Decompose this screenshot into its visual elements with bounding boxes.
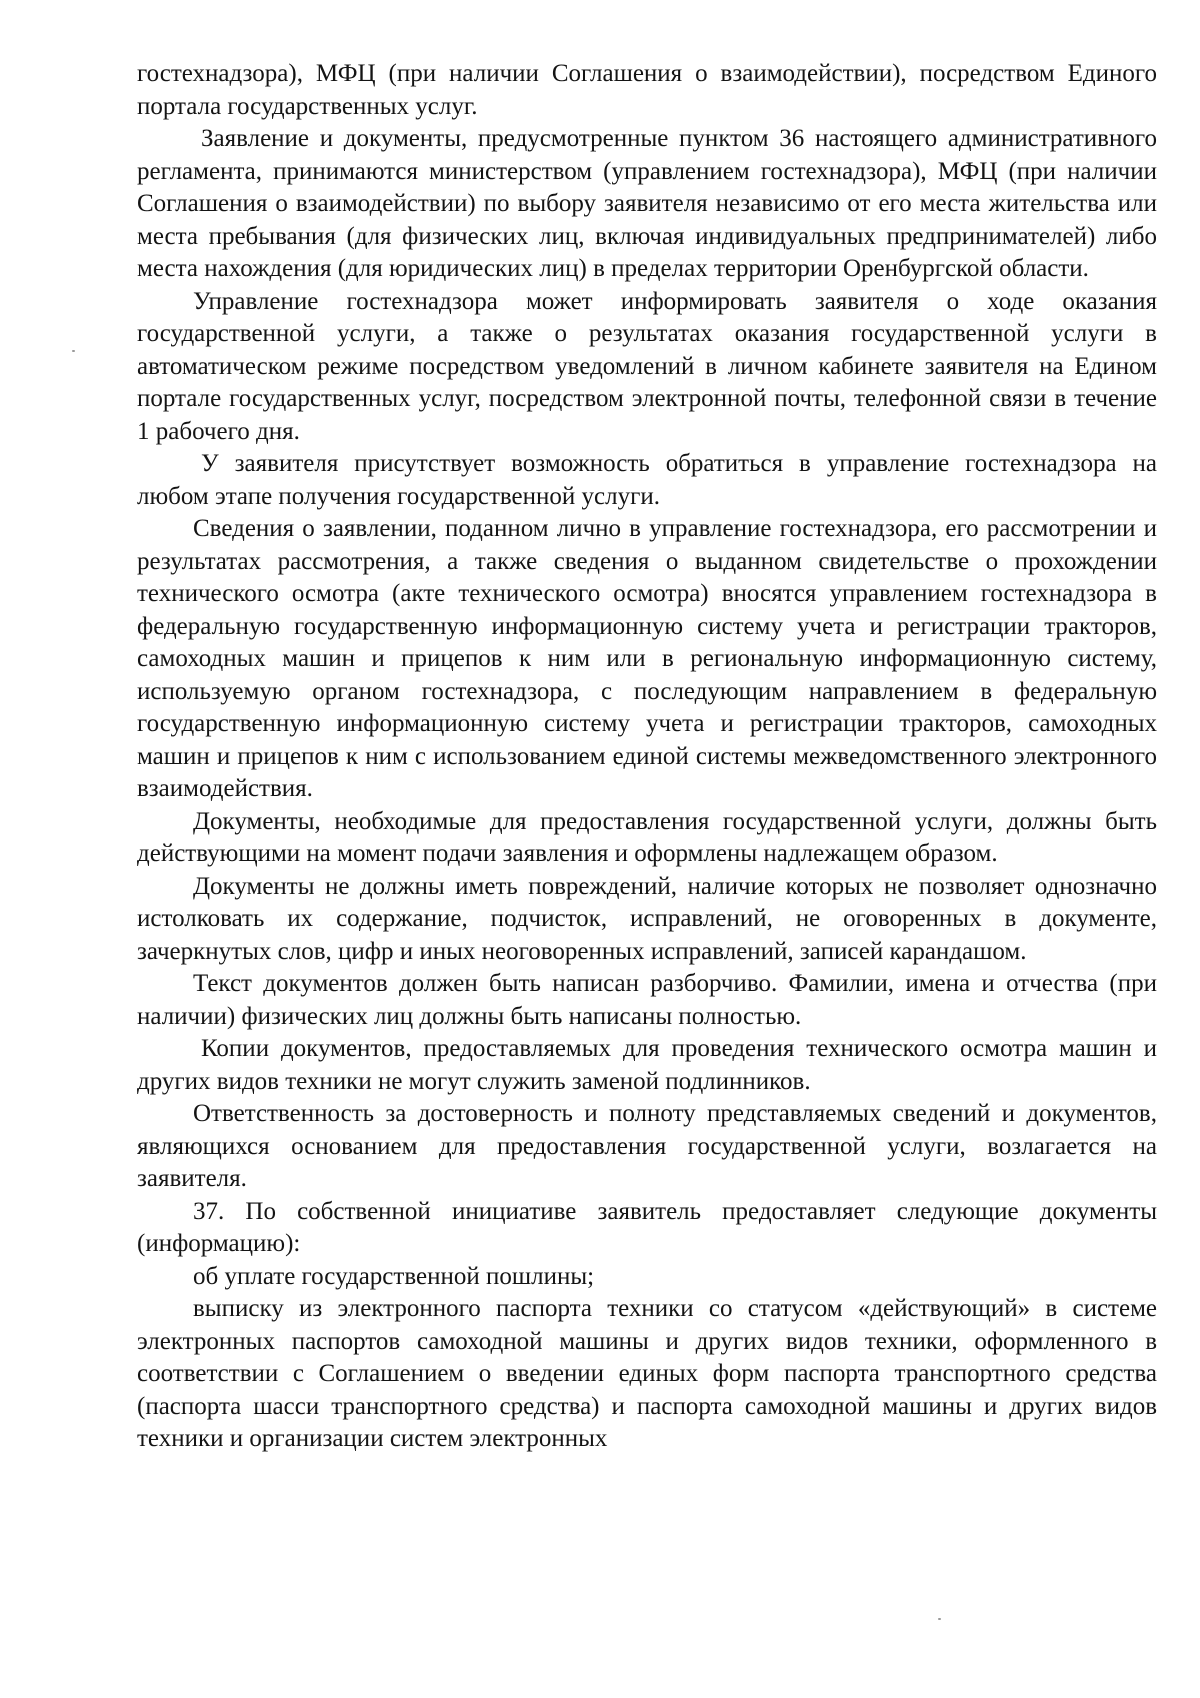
paragraph-registration-info: Сведения о заявлении, поданном лично в управление гостехнадзора, его рассмотрении и результатах рассмотрения, а также сведения о выданном свидетельстве о прохождении технического осмотра (акте технического осмотра) вносятся управлением гостехнадзора в федеральную государственную информационную систему учета и регистрации тракторов, самоходных машин и прицепов к ним или в региональную информационную систему, используемую органом гостехнадзора, с последующим направлением в федеральную государственную информационную систему учета и регистрации тракторов, самоходных машин и прицепов к ним с использованием единой системы межведомственного электронного взаимодействия. (137, 515, 1157, 802)
paragraph-continuation: гостехнадзора), МФЦ (при наличии Соглашения о взаимодействии), посредством Единого портала государственных услуг. (137, 60, 1157, 120)
paragraph-application-acceptance: Заявление и документы, предусмотренные пунктом 36 настоящего административного регламента, принимаются министерством (управлением гостехнадзора), МФЦ (при наличии Соглашения о взаимодействии) по выбору заявителя независимо от его места жительства или места пребывания (для физических лиц, включая индивидуальных предпринимателей) либо места нахождения (для юридических лиц) в пределах территории Оренбургской области. (137, 125, 1157, 282)
paragraph-state-fee: об уплате государственной пошлины; (193, 1262, 595, 1290)
document-body (137, 58, 1157, 1456)
paragraph-item-37: 37. По собственной инициативе заявитель предоставляет следующие документы (информацию): (137, 1197, 1157, 1257)
paragraph-applicant-appeal: У заявителя присутствует возможность обратиться в управление гостехнадзора на любом этапе получения государственной услуги. (137, 450, 1157, 510)
paragraph-documents-legibility: Текст документов должен быть написан разборчиво. Фамилии, имена и отчества (при наличии) физических лиц должны быть написаны полностью. (137, 970, 1157, 1030)
paragraph-electronic-passport: выписку из электронного паспорта техники со статусом «действующий» в системе электронных паспортов самоходной машины и других видов техники, оформленного в соответствии с Соглашением о введении единых форм паспорта транспортного средства (паспорта шасси транспортного средства) и паспорта самоходной машины и других видов техники и организации систем электронных (137, 1295, 1157, 1452)
paragraph-responsibility: Ответственность за достоверность и полноту представляемых сведений и документов, являющихся основанием для предоставления государственной услуги, возлагается на заявителя. (137, 1100, 1157, 1192)
paragraph-documents-damage: Документы не должны иметь повреждений, наличие которых не позволяет однозначно истолковать их содержание, подчисток, исправлений, не оговоренных в документе, зачеркнутых слов, цифр и иных неоговоренных исправлений, записей карандашом. (137, 872, 1157, 965)
paragraph-documents-valid: Документы, необходимые для предоставления государственной услуги, должны быть действующими на момент подачи заявления и оформлены надлежащем образом. (137, 807, 1157, 867)
scan-speck (72, 350, 75, 352)
paragraph-document-copies: Копии документов, предоставляемых для проведения технического осмотра машин и других видов техники не могут служить заменой подлинников. (137, 1035, 1157, 1095)
paragraph-informing-applicant: Управление гостехнадзора может информировать заявителя о ходе оказания государственной услуги, а также о результатах оказания государственной услуги в автоматическом режиме посредством уведомлений в личном кабинете заявителя на Едином портале государственных услуг, посредством электронной почты, телефонной связи в течение 1 рабочего дня. (137, 287, 1157, 445)
scan-speck (938, 1618, 941, 1620)
